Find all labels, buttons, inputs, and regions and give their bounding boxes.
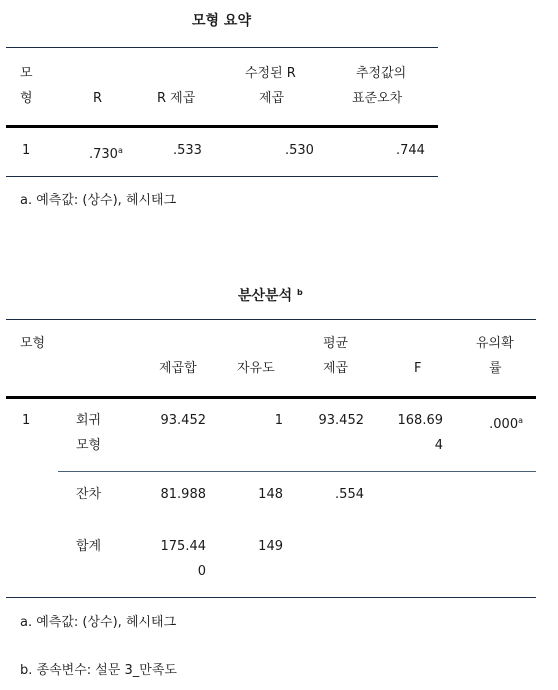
row-label-total: 합계	[76, 539, 102, 554]
header-adj-r-square-line2: 제곱	[259, 91, 285, 106]
model-summary-title: 모형 요약	[192, 13, 251, 29]
cell-sum-sq: 81.988	[160, 487, 206, 502]
footnote-a: a. 예측값: (상수), 헤시태그	[20, 615, 177, 630]
cell-f-line2: 4	[434, 438, 443, 453]
cell-df: 149	[258, 539, 283, 554]
header-mean-sq-line1: 평균	[323, 336, 349, 351]
table-bottom-rule	[6, 597, 536, 598]
cell-r-square: .533	[173, 143, 202, 158]
cell-sum-sq-line1: 175.44	[160, 539, 206, 554]
header-r: R	[93, 91, 103, 106]
cell-r: .730$^a$	[89, 146, 123, 162]
cell-adj-r-square: .530	[285, 143, 314, 158]
header-model-line2: 형	[20, 91, 33, 106]
cell-df: 148	[258, 487, 283, 502]
footnote-b: b. 종속변수: 설문 3_만족도	[20, 663, 177, 678]
cell-mean-sq: .554	[335, 487, 364, 502]
cell-f-line1: 168.69	[397, 413, 443, 428]
row-label-regression-line2: 모형	[76, 438, 102, 453]
header-f: F	[414, 361, 422, 376]
header-sig-line2: 률	[489, 361, 502, 376]
table-bottom-rule	[6, 176, 438, 177]
cell-mean-sq: 93.452	[318, 413, 364, 428]
table-top-rule	[6, 319, 536, 320]
header-r-square: R 제곱	[157, 91, 196, 106]
header-se-line2: 표준오차	[352, 91, 403, 106]
row-model: 1	[22, 143, 31, 158]
header-separator-rule	[6, 125, 438, 128]
anova-title: 분산분석 $^b$	[238, 288, 303, 304]
header-mean-sq-line2: 제곱	[323, 361, 349, 376]
table-top-rule	[6, 47, 438, 48]
header-sig-line1: 유의확	[476, 336, 514, 351]
cell-sum-sq: 93.452	[160, 413, 206, 428]
cell-df: 1	[274, 413, 283, 428]
header-model: 모형	[20, 336, 46, 351]
cell-sum-sq-line2: 0	[197, 564, 206, 579]
row-separator-rule	[58, 471, 536, 472]
row-label-residual: 잔차	[76, 487, 102, 502]
header-separator-rule	[6, 396, 536, 399]
cell-se: .744	[396, 143, 425, 158]
header-se-line1: 추정값의	[356, 66, 407, 81]
header-adj-r-square-line1: 수정된 R	[245, 66, 296, 81]
header-sum-sq: 제곱합	[159, 361, 197, 376]
header-df: 자유도	[237, 361, 275, 376]
header-model-line1: 모	[20, 66, 33, 81]
footnote-a: a. 예측값: (상수), 헤시태그	[20, 193, 177, 208]
row-label-regression-line1: 회귀	[76, 413, 102, 428]
cell-sig: .000$^a$	[489, 416, 523, 432]
model-number: 1	[22, 413, 31, 428]
